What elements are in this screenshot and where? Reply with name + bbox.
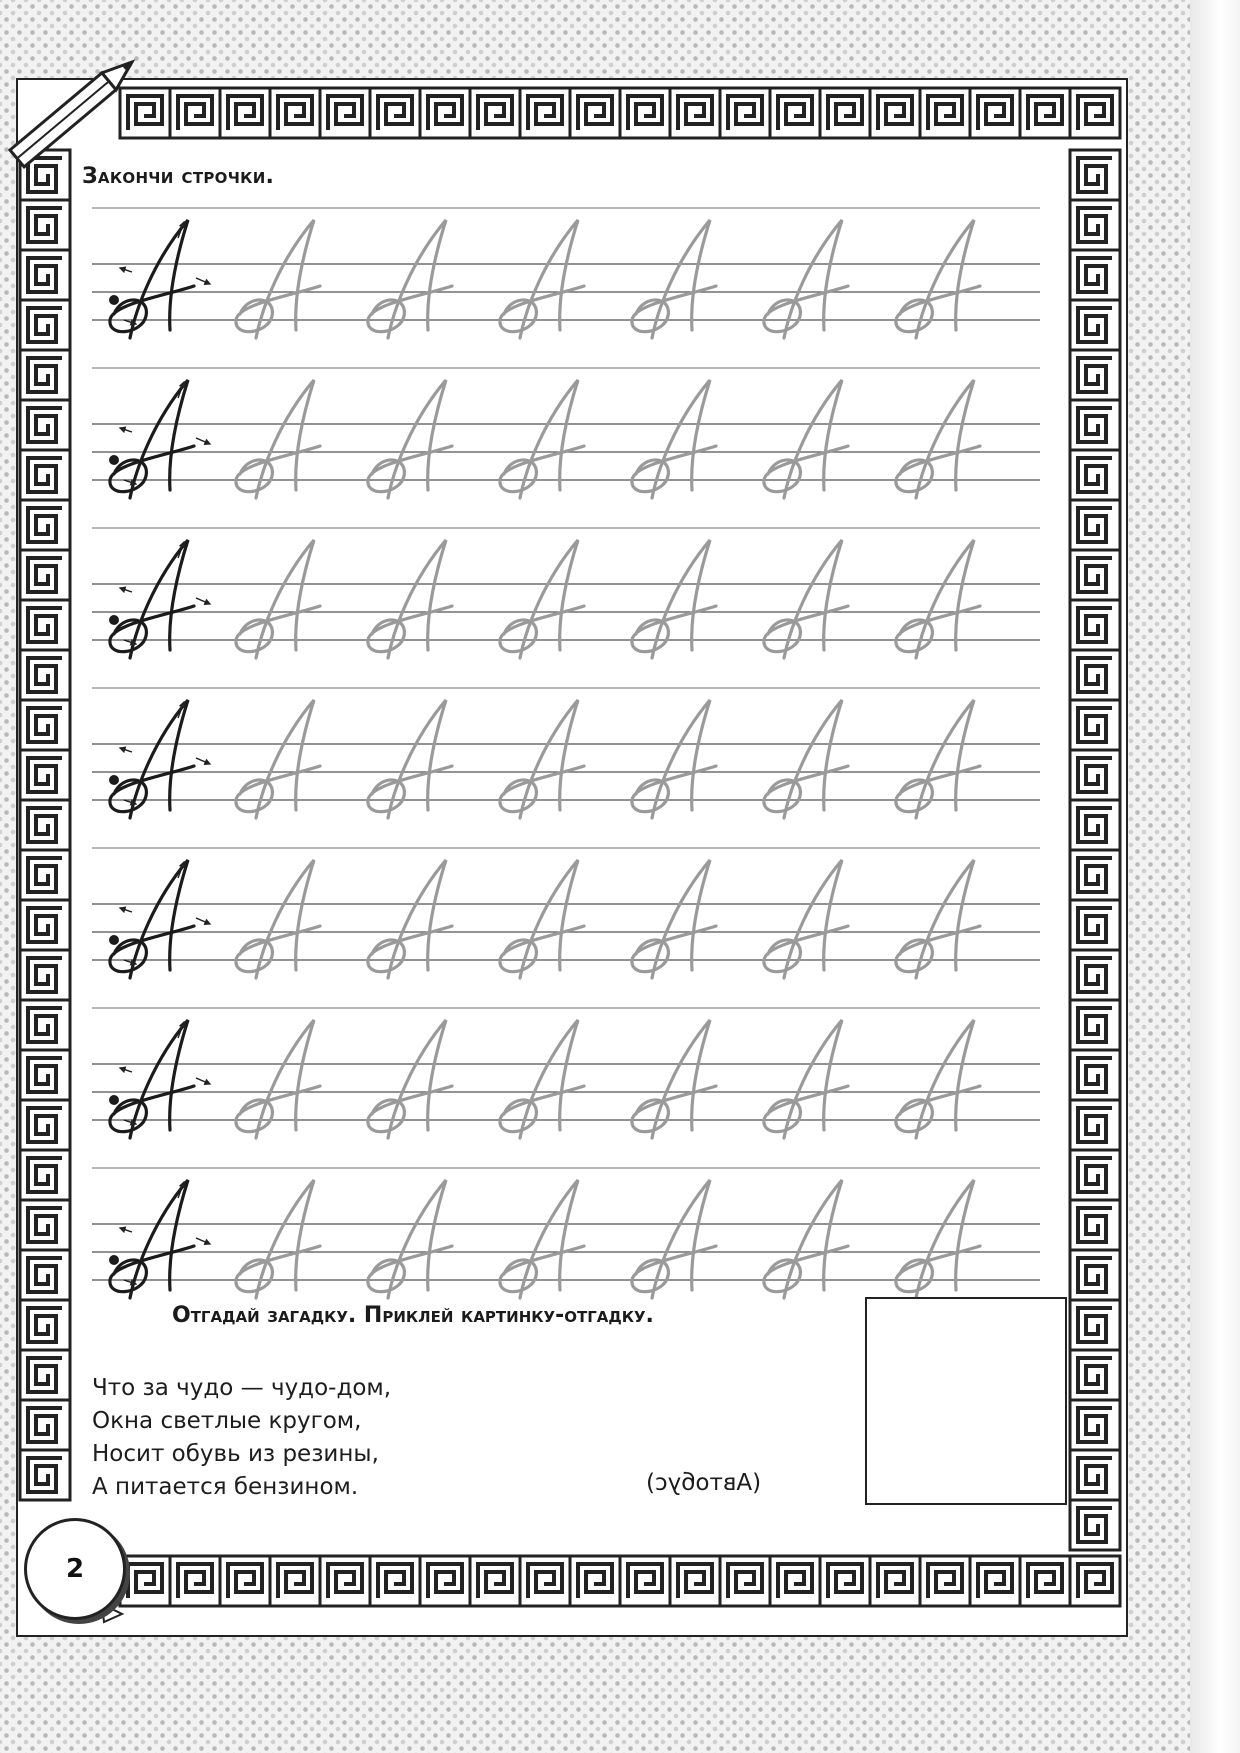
practice-row bbox=[92, 368, 1040, 498]
stroke-arrow bbox=[120, 268, 132, 272]
poem-line: Окна светлые кругом, bbox=[92, 1408, 362, 1434]
practice-row bbox=[92, 848, 1040, 978]
practice-rows bbox=[92, 208, 1040, 1298]
stroke-arrow bbox=[196, 278, 210, 284]
greek-key-border-top bbox=[120, 88, 1120, 138]
riddle-answer: (Автобус) bbox=[646, 1470, 762, 1496]
start-dot bbox=[109, 615, 119, 625]
stroke-arrow bbox=[120, 1228, 132, 1232]
riddle-answer-upside-down bbox=[646, 1470, 761, 1496]
start-dot bbox=[109, 775, 119, 785]
stroke-arrow bbox=[196, 1238, 210, 1244]
start-dot bbox=[109, 295, 119, 305]
stroke-arrow bbox=[120, 1068, 132, 1072]
answer-picture-box[interactable] bbox=[865, 1297, 1067, 1505]
practice-row bbox=[92, 1168, 1040, 1298]
practice-row bbox=[92, 528, 1040, 658]
start-dot bbox=[109, 1255, 119, 1265]
greek-key-border-right bbox=[1070, 150, 1120, 1550]
page-number: 2 bbox=[65, 1554, 85, 1584]
poem-line: Носит обувь из резины, bbox=[92, 1441, 379, 1467]
stroke-arrow bbox=[196, 1078, 210, 1084]
riddle-title: Отгадай загадку. Приклей картинку-отгадку. bbox=[172, 1303, 654, 1328]
stroke-arrow bbox=[120, 908, 132, 912]
stroke-arrow bbox=[120, 748, 132, 752]
practice-row bbox=[92, 688, 1040, 818]
stroke-arrow bbox=[196, 598, 210, 604]
start-dot bbox=[109, 455, 119, 465]
greek-key-border-left bbox=[20, 150, 70, 1500]
stroke-arrow bbox=[196, 758, 210, 764]
stroke-arrow bbox=[120, 428, 132, 432]
start-dot bbox=[109, 1095, 119, 1105]
riddle-poem bbox=[92, 1372, 391, 1504]
poem-line: Что за чудо — чудо-дом, bbox=[92, 1375, 392, 1401]
stroke-arrow bbox=[196, 918, 210, 924]
stroke-arrow bbox=[120, 588, 132, 592]
start-dot bbox=[109, 935, 119, 945]
stroke-arrow bbox=[196, 438, 210, 444]
practice-row bbox=[92, 1008, 1040, 1138]
practice-row bbox=[92, 208, 1040, 338]
greek-key-border-bottom bbox=[120, 1556, 1120, 1606]
page-number-badge bbox=[24, 1518, 126, 1620]
poem-line: А питается бензином. bbox=[92, 1474, 359, 1500]
page-title: Закончи строчки. bbox=[82, 164, 275, 189]
